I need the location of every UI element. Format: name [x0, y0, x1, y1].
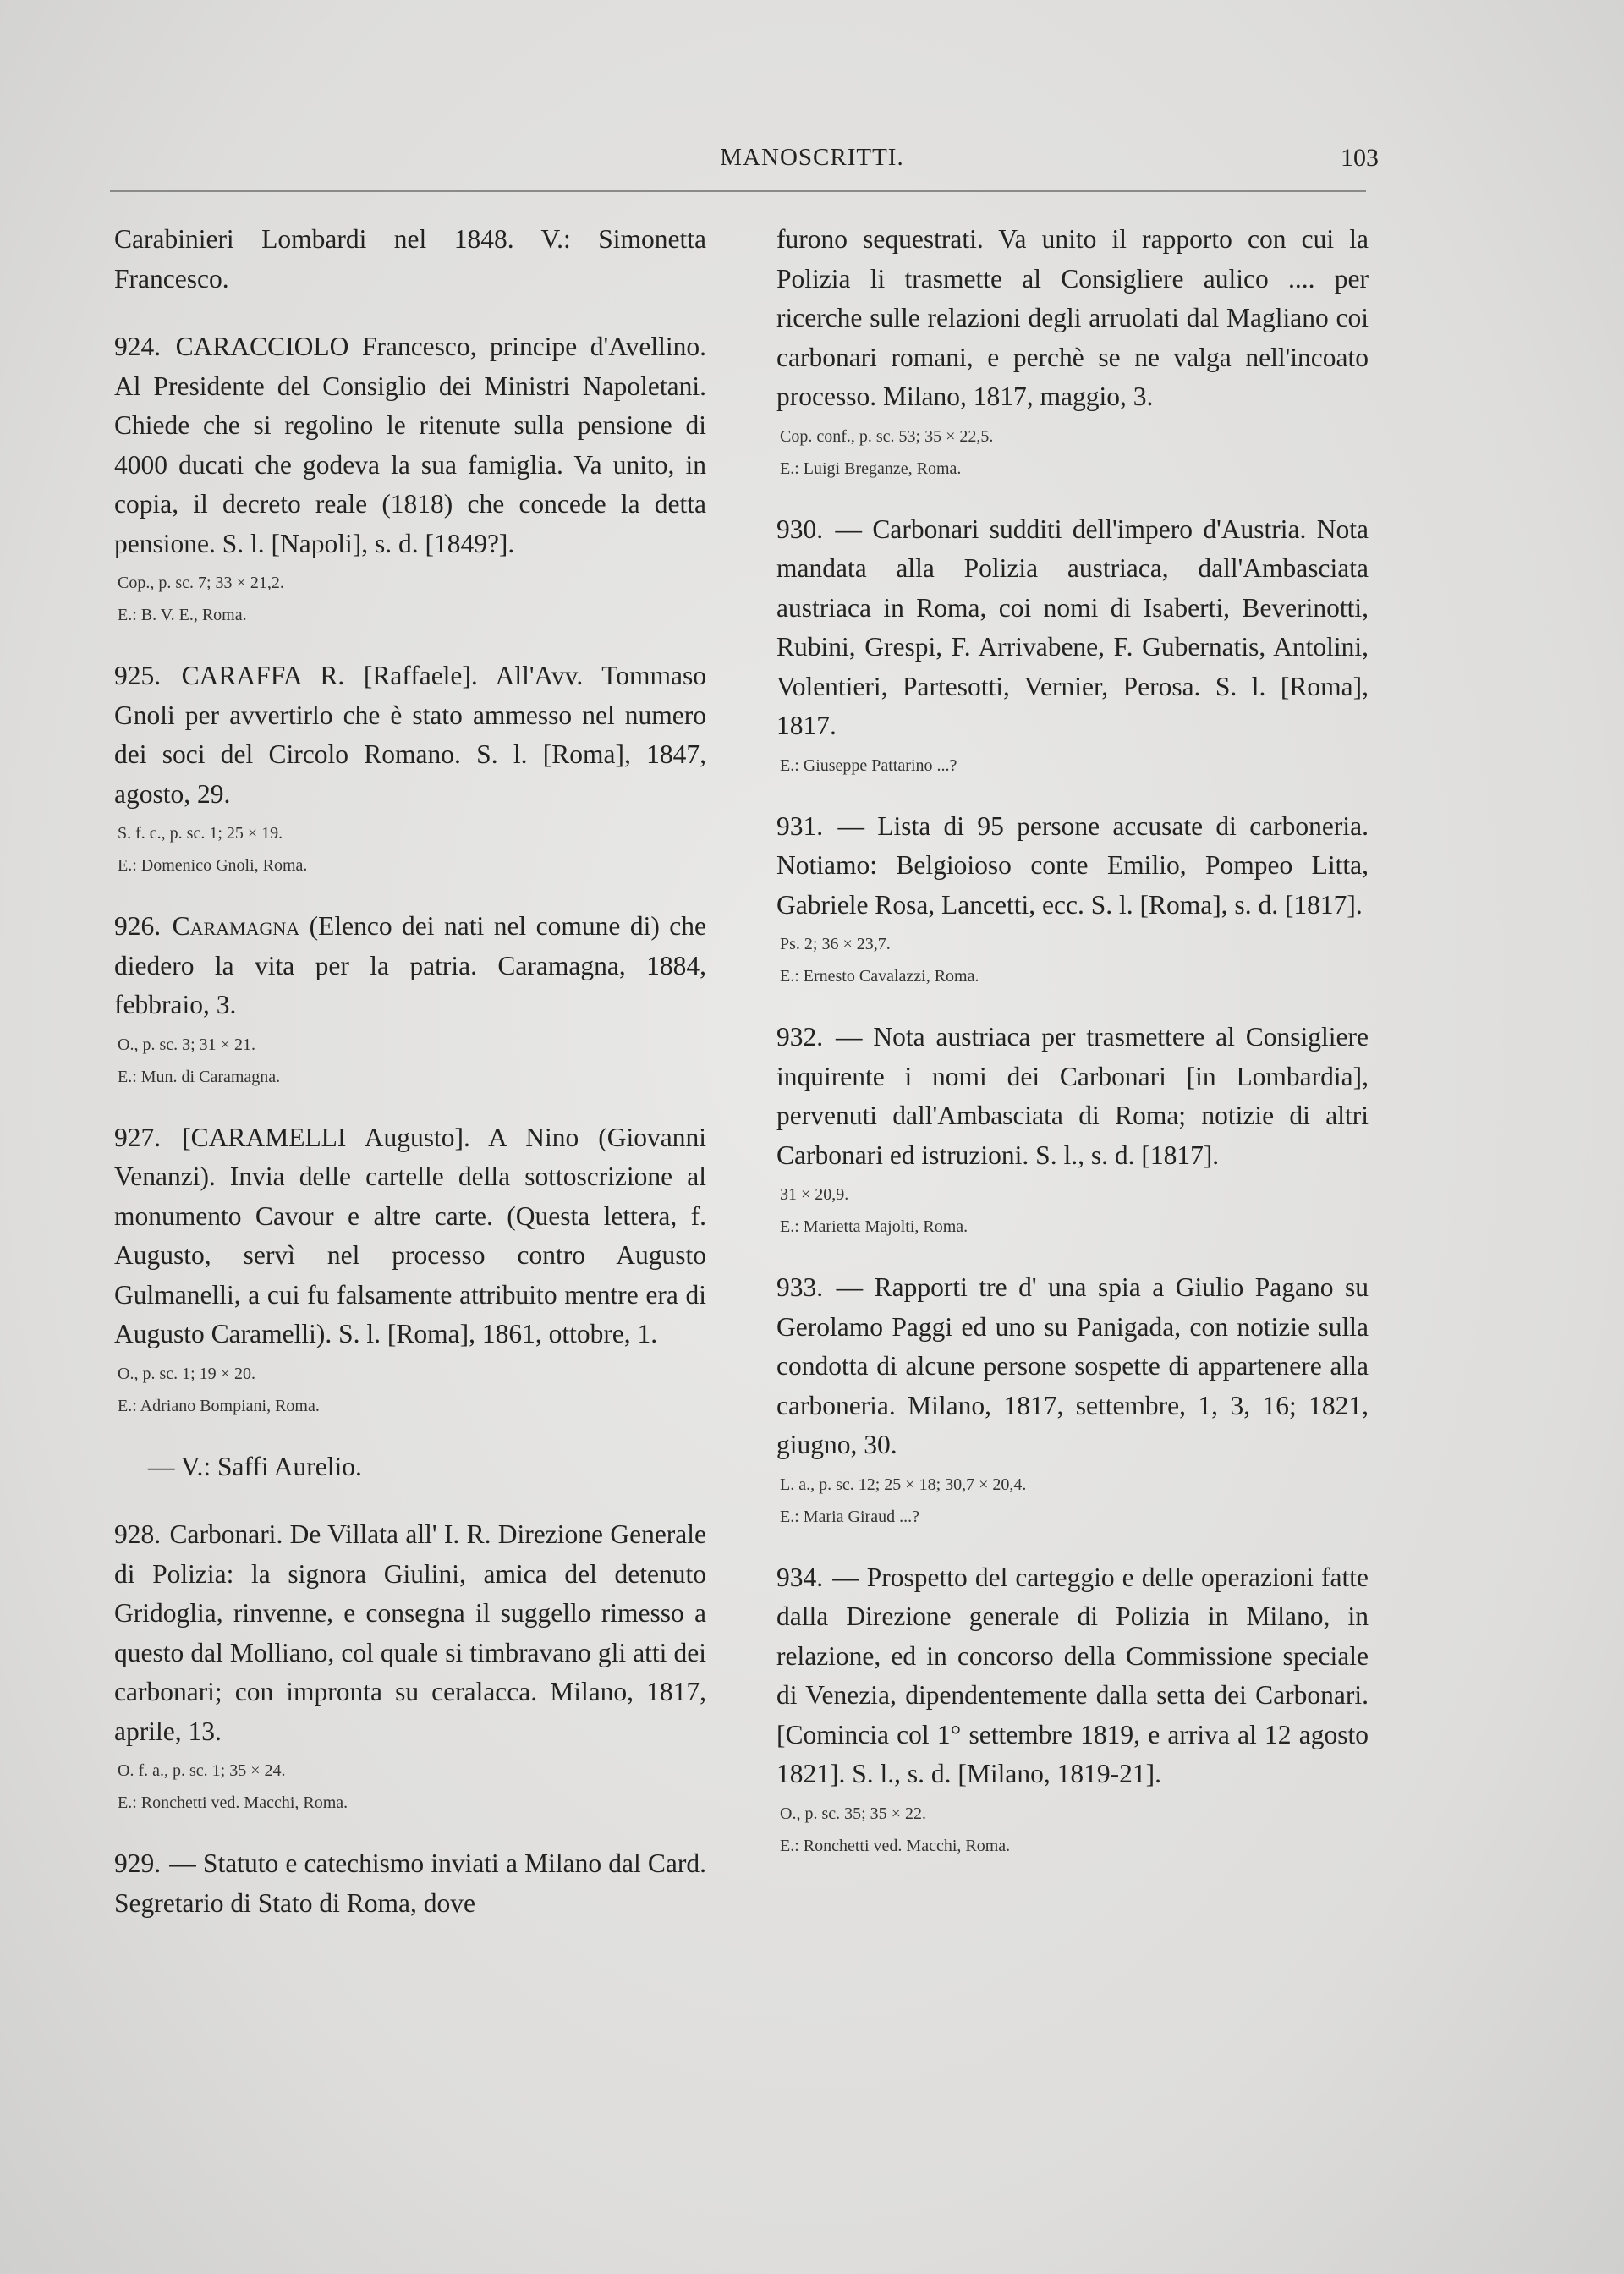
entry-note: E.: Adriano Bompiani, Roma.: [118, 1396, 320, 1415]
catalog-entry: [114, 220, 706, 299]
catalog-entry: [776, 510, 1369, 778]
entry-note: Cop., p. sc. 7; 33 × 21,2.: [118, 574, 284, 592]
entry-description: [776, 1018, 1369, 1175]
entry-text: Carbonari. De Villata all' I. R. Direzione Generale di Polizia: la signora Giulini, amica del detenuto Gridoglia, rinvenne, e consegna il suggello rimesso a questo dal Molliano, col quale si timbravano gli atti dei carbonari; con impronta su ceralacca. Milano, 1817, aprile, 13.: [114, 1519, 707, 1746]
entry-note: Ps. 2; 36 × 23,7.: [780, 935, 891, 953]
cross-reference: [114, 1447, 706, 1487]
entry-description: [776, 510, 1369, 746]
entry-note: E.: Marietta Majolti, Roma.: [780, 1217, 968, 1236]
entry-description: [114, 1515, 706, 1751]
catalog-entry: [776, 807, 1369, 990]
right-column: [776, 220, 1369, 1887]
entry-number: 926.: [114, 911, 162, 941]
entry-number: 924.: [114, 332, 162, 361]
entry-text: [CARAMELLI Augusto]. A Nino (Giovanni Venanzi). Invia delle cartelle della sottoscrizione al monumento Cavour e altre carte. (Questa lettera, f. Augusto, servì nel processo contro Augusto Gulmanelli, a cui fu falsamente attribuito mentre era di Augusto Caramelli). S. l. [Roma], 1861, ottobre, 1.: [114, 1122, 706, 1348]
header-rule: [110, 190, 1366, 192]
entry-note: E.: Mun. di Caramagna.: [118, 1067, 281, 1086]
entry-description: [776, 220, 1369, 417]
entry-text: CARACCIOLO Francesco, principe d'Avellino. Al Presidente del Consiglio dei Ministri Napoletani. Chiede che si regolino le ritenute sulla pensione di 4000 ducati che godeva la sua famiglia. Va unito, in copia, il decreto reale (1818) che concede la detta pensione. S. l. [Napoli], s. d. [1849?].: [114, 332, 706, 558]
entry-text: (Elenco dei nati nel comune di) che diedero la vita per la patria. Caramagna, 1884, febbraio, 3.: [114, 911, 706, 1019]
entry-description: [776, 1268, 1369, 1465]
entry-number: 931.: [776, 810, 824, 841]
entry-note: 31 × 20,9.: [780, 1185, 849, 1204]
page-header: [0, 144, 1624, 195]
catalog-entry: [114, 656, 706, 878]
page-number: 103: [1341, 144, 1379, 172]
entry-note: O. f. a., p. sc. 1; 35 × 24.: [118, 1761, 286, 1780]
entry-note: E.: Domenico Gnoli, Roma.: [118, 856, 308, 875]
entry-note: E.: Ronchetti ved. Macchi, Roma.: [780, 1836, 1011, 1855]
entry-description: [114, 327, 706, 563]
running-title: MANOSCRITTI.: [720, 144, 904, 171]
catalog-entry: [114, 1447, 706, 1487]
entry-text: — Rapporti tre d' una spia a Giulio Pagano su Gerolamo Paggi ed uno su Panigada, con notizie sulla condotta di alcune persone sospette di appartenere alla carboneria. Milano, 1817, settembre, 1, 3, 16; 1821, giugno, 30.: [776, 1272, 1369, 1459]
entry-note: Cop. conf., p. sc. 53; 35 × 22,5.: [780, 426, 994, 446]
entry-number: 933.: [776, 1272, 824, 1302]
entry-text: — Statuto e catechismo inviati a Milano dal Card. Segretario di Stato di Roma, dove: [114, 1848, 706, 1918]
entry-text: — Nota austriaca per trasmettere al Consigliere inquirente i nomi dei Carbonari [in Lombardia], pervenuti dall'Ambasciata di Roma; notizie di altri Carbonari ed istruzioni. S. l., s. d. [1817].: [776, 1022, 1369, 1170]
catalog-entry: [776, 1558, 1369, 1859]
left-column: [114, 220, 706, 1952]
entry-number: 934.: [776, 1562, 824, 1592]
entry-description: [114, 1118, 706, 1354]
entry-text: — Prospetto del carteggio e delle operazioni fatte dalla Direzione generale di Polizia in Milano, in relazione, ed in concorso della Commissione speciale di Venezia, dipendentemente dalla setta dei Carbonari. [Comincia col 1° settembre 1819, e arriva al 12 agosto 1821]. S. l., s. d. [Milano, 1819-21].: [776, 1562, 1369, 1788]
entry-note: S. f. c., p. sc. 1; 25 × 19.: [118, 824, 283, 843]
entry-number: 927.: [114, 1122, 162, 1152]
catalog-entry: [114, 907, 706, 1090]
catalog-entry: [776, 1018, 1369, 1239]
entry-text: Carabinieri Lombardi nel 1848. V.: Simonetta Francesco.: [114, 224, 706, 294]
entry-number: 925.: [114, 661, 162, 690]
entry-text: — V.: Saffi Aurelio.: [148, 1451, 362, 1481]
entry-note: E.: Ernesto Cavalazzi, Roma.: [780, 967, 979, 986]
entry-note: E.: Giuseppe Pattarino ...?: [780, 755, 957, 775]
entry-note: O., p. sc. 3; 31 × 21.: [118, 1035, 255, 1054]
entry-number: 932.: [776, 1022, 824, 1052]
catalog-entry: [114, 1515, 706, 1815]
entry-text: CARAFFA R. [Raffaele]. All'Avv. Tommaso Gnoli per avvertirlo che è stato ammesso nel numero dei soci del Circolo Romano. S. l. [Roma], 1847, agosto, 29.: [114, 661, 706, 809]
entry-note: E.: Luigi Breganze, Roma.: [780, 459, 962, 478]
entry-text: — Lista di 95 persone accusate di carboneria. Notiamo: Belgioioso conte Emilio, Pompeo Litta, Gabriele Rosa, Lancetti, ecc. S. l. [Roma], s. d. [1817].: [776, 810, 1369, 920]
entry-note: E.: Ronchetti ved. Macchi, Roma.: [118, 1793, 348, 1812]
entry-description: [114, 1844, 706, 1923]
catalog-entry: [114, 1118, 706, 1419]
entry-note: O., p. sc. 1; 19 × 20.: [118, 1364, 255, 1383]
entry-description: [114, 220, 706, 299]
catalog-entry: [114, 327, 706, 628]
entry-number: 929.: [114, 1848, 162, 1878]
entry-description: [114, 907, 706, 1025]
entry-note: L. a., p. sc. 12; 25 × 18; 30,7 × 20,4.: [780, 1475, 1027, 1494]
catalog-entry: [776, 1268, 1369, 1530]
catalog-entry: [776, 220, 1369, 481]
entry-number: 928.: [114, 1519, 162, 1549]
entry-text: furono sequestrati. Va unito il rapporto con cui la Polizia li trasmette al Consigliere aulico .... per ricerche sulle relazioni degli arruolati dal Magliano coi carbonari romani, e perchè se ne valga nell'incoato processo. Milano, 1817, maggio, 3.: [776, 224, 1369, 411]
entry-note: E.: B. V. E., Roma.: [118, 606, 247, 624]
catalog-entry: [114, 1844, 706, 1923]
entry-note: E.: Maria Giraud ...?: [780, 1507, 919, 1526]
entry-description: [114, 656, 706, 814]
entry-text: — Carbonari sudditi dell'impero d'Austria. Nota mandata alla Polizia austriaca, dall'Ambasciata austriaca in Roma, coi nomi di Isaberti, Beverinotti, Rubini, Grespi, F. Arrivabene, F. Gubernatis, Antolini, Volentieri, Partesotti, Vernier, Perosa. S. l. [Roma], 1817.: [776, 514, 1369, 740]
entry-description: [776, 807, 1369, 926]
entry-description: [776, 1558, 1369, 1794]
entry-heading: Caramagna: [172, 911, 300, 941]
entry-number: 930.: [776, 514, 824, 544]
entry-note: O., p. sc. 35; 35 × 22.: [780, 1804, 926, 1823]
